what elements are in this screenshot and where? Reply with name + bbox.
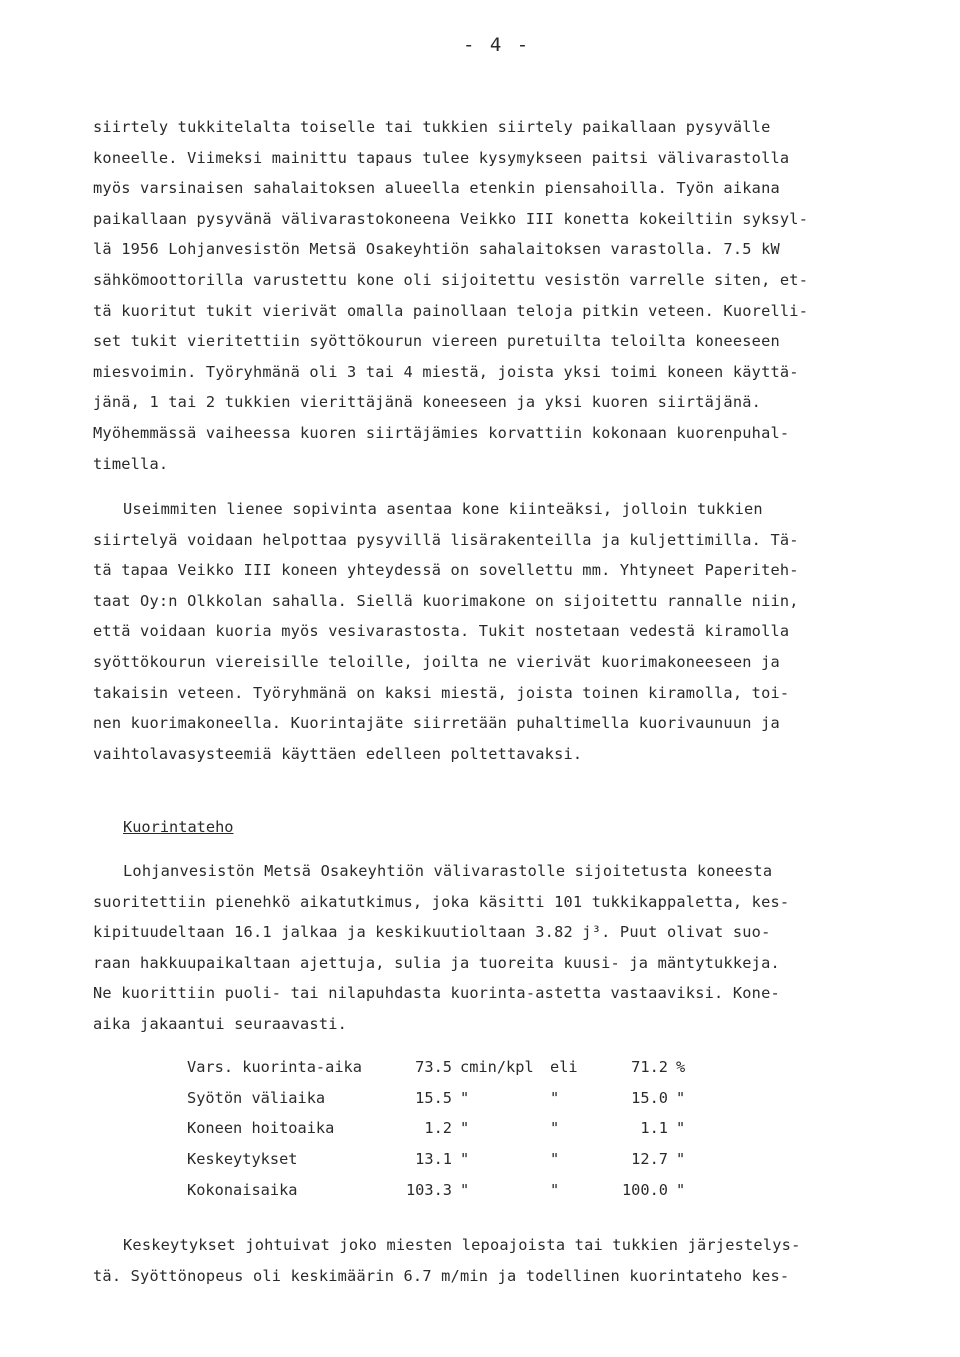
time-table-value: 1.2 [424,1119,452,1138]
text-line: syöttökourun viereisille teloille, joilta ne vierivät kuorimakoneeseen ja [93,652,780,671]
text-line: taat Oy:n Olkkolan sahalla. Siellä kuorimakone on sijoitettu rannalle niin, [93,591,799,610]
time-table-eli: " [550,1180,560,1199]
machine-time-table [187,1052,706,1205]
text-line: Myöhemmässä vaiheessa kuoren siirtäjämies korvattiin kokonaan kuorenpuhal- [93,423,790,442]
text-line: Useimmiten lienee sopivinta asentaa kone kiinteäksi, jolloin tukkien [123,500,763,518]
time-table-percent: 12.7 [631,1150,668,1169]
text-line: siirtelyä voidaan helpottaa pysyvillä lisärakenteilla ja kuljettimilla. Tä- [93,530,799,549]
time-table-psign: " [676,1180,686,1199]
time-table-unit: " [460,1150,470,1169]
text-line: set tukit vieritettiin syöttökourun viereen puretuilta teloilta koneeseen [93,332,780,351]
time-table-value: 73.5 [415,1058,452,1077]
text-line: raan hakkuupaikaltaan ajettuja, sulia ja tuoreita kuusi- ja mäntytukkeja. [93,953,780,972]
time-table-label: Keskeytykset [187,1150,298,1169]
time-table-value: 103.3 [405,1180,452,1199]
text-line: myös varsinaisen sahalaitoksen alueella etenkin piensahoilla. Työn aikana [93,179,780,198]
page-number: - 4 - [463,34,531,56]
text-line: lä 1956 Lohjanvesistön Metsä Osakeyhtiön sahalaitoksen varastolla. 7.5 kW [93,240,780,259]
time-table-unit: " [460,1088,470,1107]
time-table-value: 15.5 [415,1088,452,1107]
time-table-percent: 1.1 [640,1119,668,1138]
time-table-label: Koneen hoitoaika [187,1119,335,1138]
text-line: Keskeytykset johtuivat joko miesten lepoajoista tai tukkien järjestelys- [123,1236,801,1254]
text-line: sähkömoottorilla varustettu kone oli sijoitettu vesistön varrelle siten, et- [93,270,809,289]
time-table-row [187,1174,706,1205]
paragraph-2 [93,494,893,769]
text-line: siirtely tukkitelalta toiselle tai tukkien siirtely paikallaan pysyvälle [93,118,771,136]
time-table-psign: " [676,1119,686,1138]
text-line: miesvoimin. Työryhmänä oli 3 tai 4 miestä, joista yksi toimi koneen käyttä- [93,362,799,381]
text-line: Lohjanvesistön Metsä Osakeyhtiön välivarastolle sijoitetusta koneesta [123,862,773,880]
text-line: että voidaan kuoria myös vesivarastosta. Tukit nostetaan vedestä kiramolla [93,622,790,641]
text-line: jänä, 1 tai 2 tukkien vierittäjänä koneeseen ja yksi kuoren siirtäjänä. [93,393,762,412]
text-line: aika jakaantui seuraavasti. [93,1014,348,1033]
text-line: timella. [93,454,169,473]
text-line: tä tapaa Veikko III koneen yhteydessä on sovellettu mm. Yhtyneet Paperiteh- [93,561,799,580]
text-line: takaisin veteen. Työryhmänä on kaksi miestä, joista toinen kiramolla, toi- [93,683,790,702]
time-table-unit: cmin/kpl [460,1058,534,1077]
paragraph-3 [93,856,893,1040]
text-line: tä. Syöttönopeus oli keskimäärin 6.7 m/min ja todellinen kuorintateho kes- [93,1266,790,1285]
time-table-psign: % [676,1058,686,1077]
time-table-unit: " [460,1119,470,1138]
paragraph-4 [93,1230,893,1291]
time-table-label: Syötön väliaika [187,1088,326,1107]
time-table-psign: " [676,1150,686,1169]
text-line: paikallaan pysyvänä välivarastokoneena Veikko III konetta kokeiltiin syksyl- [93,209,809,228]
time-table-psign: " [676,1088,686,1107]
section-heading: Kuorintateho [123,818,234,836]
time-table-percent: 15.0 [631,1088,668,1107]
time-table-eli: " [550,1150,560,1169]
text-line: Ne kuorittiin puoli- tai nilapuhdasta kuorinta-astetta vastaaviksi. Kone- [93,984,780,1003]
paragraph-1 [93,112,893,479]
time-table-eli: " [550,1088,560,1107]
time-table-row [187,1052,706,1083]
time-table-percent: 100.0 [621,1180,668,1199]
text-line: koneelle. Viimeksi mainittu tapaus tulee kysymykseen paitsi välivarastolla [93,148,790,167]
time-table-eli: eli [550,1058,578,1077]
time-table-row [187,1144,706,1175]
time-table-unit: " [460,1180,470,1199]
time-table-eli: " [550,1119,560,1138]
time-table-label: Kokonaisaika [187,1180,298,1199]
time-table-percent: 71.2 [631,1058,668,1077]
text-line: suoritettiin pienehkö aikatutkimus, joka käsitti 101 tukkikappaletta, kes- [93,892,790,911]
time-table-row [187,1083,706,1114]
time-table-value: 13.1 [415,1150,452,1169]
time-table-label: Vars. kuorinta-aika [187,1058,362,1077]
text-line: vaihtolavasysteemiä käyttäen edelleen poltettavaksi. [93,744,583,763]
time-table-row [187,1113,706,1144]
text-line: kipituudeltaan 16.1 jalkaa ja keskikuutioltaan 3.82 j³. Puut olivat suo- [93,923,771,942]
text-line: tä kuoritut tukit vierivät omalla painollaan teloja pitkin veteen. Kuorelli- [93,301,809,320]
text-line: nen kuorimakoneella. Kuorintajäte siirretään puhaltimella kuorivaunuun ja [93,714,780,733]
